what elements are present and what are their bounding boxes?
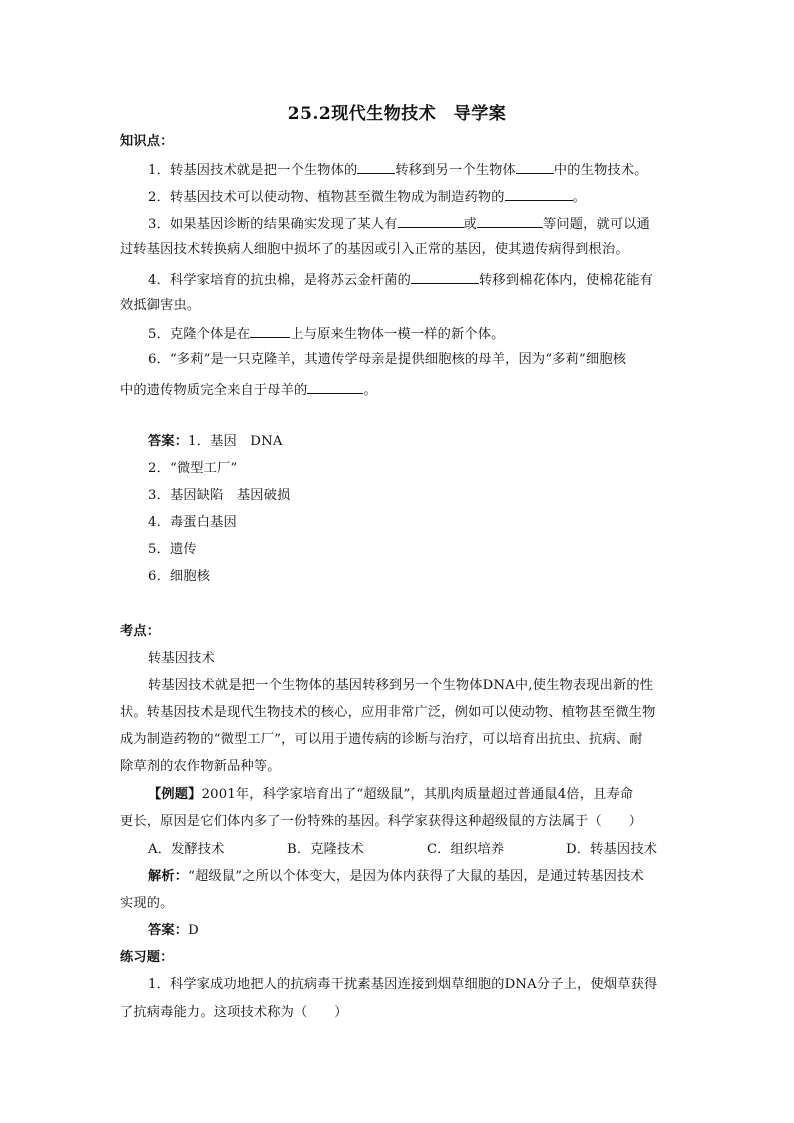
q3-text-c: 等问题，就可以通: [542, 217, 651, 232]
answer-2: 2．“微型工厂”: [148, 461, 238, 476]
answer-5: 5．遗传: [148, 542, 197, 557]
practice-question-1: 1．科学家成功地把人的抗病毒干扰素基因连接到烟草细胞的DNA分子上，使烟草获得: [148, 977, 658, 992]
q2-text-a: 2．转基因技术可以使动物、植物甚至微生物成为制造药物的: [148, 190, 505, 205]
fill-blank: [516, 160, 554, 174]
knowledge-item-3: [148, 214, 650, 234]
q5-text-b: 上与原来生物体一模一样的新个体。: [290, 327, 505, 342]
q1-text-b: 转移到另一个生物体: [395, 163, 516, 178]
analysis-label: 解析：: [148, 869, 189, 884]
page-title: 25.2现代生物技术 导学案: [287, 104, 507, 124]
fill-blank: [250, 324, 290, 338]
q2-text-b: 。: [572, 190, 587, 205]
analysis-text-1: “超级鼠”之所以个体变大，是因为体内获得了大鼠的基因，是通过转基因技术: [188, 869, 644, 884]
option-d: D．转基因技术: [566, 842, 658, 857]
knowledge-item-3-cont: 过转基因技术转换病人细胞中损坏了的基因或引入正常的基因，使其遗传病得到根治。: [120, 242, 629, 257]
knowledge-item-6: 6．“多莉”是一只克隆羊，其遗传学母亲是提供细胞核的母羊，因为“多莉”细胞核: [148, 352, 627, 367]
exam-paragraph-line-2: 状。转基因技术是现代生物技术的核心，应用非常广泛，例如可以使动物、植物甚至微生物: [120, 705, 656, 720]
exam-paragraph-line-3: 成为制造药物的“微型工厂”，可以用于遗传病的诊断与治疗，可以培育出抗虫、抗病、耐: [120, 732, 643, 747]
example-question: [148, 786, 633, 804]
q1-text-c: 中的生物技术。: [553, 163, 648, 178]
knowledge-item-5: [148, 324, 505, 344]
analysis-cont: 实现的。: [120, 896, 174, 911]
knowledge-item-1: [148, 160, 648, 180]
answer-1-text: 1．基因 DNA: [188, 434, 283, 449]
practice-question-1-cont: 了抗病毒能力。这项技术称为（ ）: [120, 1005, 348, 1020]
knowledge-item-2: [148, 187, 586, 207]
answer-4: 4．毒蛋白基因: [148, 515, 237, 530]
option-a: A．发酵技术: [148, 842, 225, 857]
knowledge-item-4: [148, 270, 653, 290]
q4-text-b: 转移到棉花体内，使棉花能有: [478, 273, 653, 288]
answer-1: [148, 433, 283, 451]
knowledge-heading: 知识点：: [120, 134, 174, 149]
example-answer-label: 答案：: [148, 923, 189, 938]
q3-text-b: 或: [463, 217, 477, 232]
practice-heading: 练习题：: [120, 950, 174, 965]
example-answer-value: D: [188, 923, 199, 938]
answer-6: 6．细胞核: [148, 569, 211, 584]
answer-3: 3．基因缺陷 基因破损: [148, 488, 291, 503]
fill-blank: [411, 270, 479, 284]
exam-heading: 考点：: [120, 624, 161, 639]
q6-text-a: 中的遗传物质完全来自于母羊的: [120, 383, 308, 398]
option-c: C．组织培养: [427, 842, 505, 857]
option-b: B．克隆技术: [287, 842, 364, 857]
q5-text-a: 5．克隆个体是在: [148, 327, 251, 342]
exam-topic: 转基因技术: [148, 651, 215, 666]
q1-text-a: 1．转基因技术就是把一个生物体的: [148, 163, 358, 178]
example-label: 【例题】: [148, 787, 202, 802]
exam-paragraph-line-1: 转基因技术就是把一个生物体的基因转移到另一个生物体DNA中,使生物表现出新的性: [148, 678, 654, 693]
exam-paragraph-line-4: 除草剂的农作物新品种等。: [120, 759, 281, 774]
fill-blank: [477, 214, 543, 228]
answer-label: 答案：: [148, 434, 189, 449]
fill-blank: [505, 187, 573, 201]
example-answer: [148, 922, 199, 940]
example-text-1: 2001年，科学家培育出了“超级鼠”，其肌肉质量超过普通鼠4倍，且寿命: [201, 787, 634, 802]
q4-text-a: 4．科学家培育的抗虫棉，是将苏云金杆菌的: [148, 273, 411, 288]
q6-text-b: 。: [363, 383, 377, 398]
knowledge-item-4-cont: 效抵御害虫。: [120, 298, 201, 313]
fill-blank: [357, 160, 395, 174]
q3-text-a: 3．如果基因诊断的结果确实发现了某人有: [148, 217, 398, 232]
analysis: [148, 868, 644, 886]
knowledge-item-6-cont: [120, 380, 377, 400]
fill-blank: [307, 380, 363, 394]
example-question-cont: 更长，原因是它们体内多了一份特殊的基因。科学家获得这种超级鼠的方法属于（ ）: [120, 814, 643, 829]
fill-blank: [398, 214, 464, 228]
